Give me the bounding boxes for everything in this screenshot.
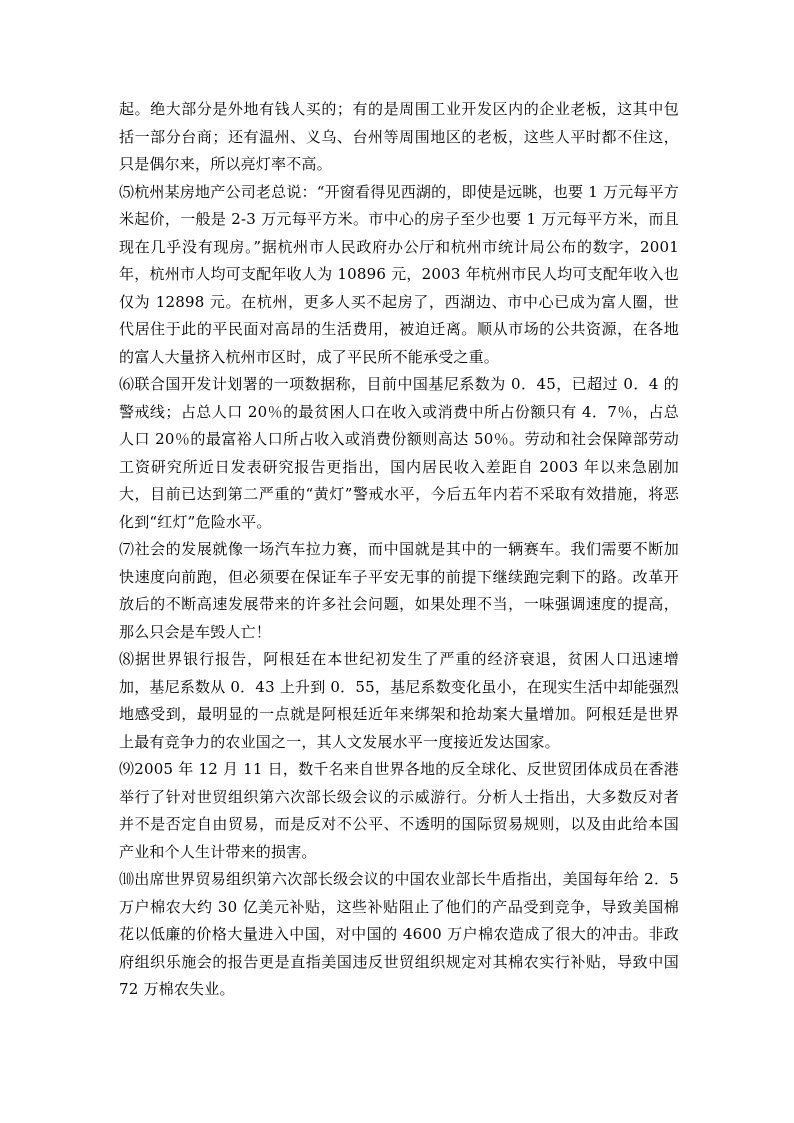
paragraph-5: ⑸杭州某房地产公司老总说：“开窗看得见西湖的，即使是远眺，也要 1 万元每平方米起价，一般是 2-3 万元每平方米。市中心的房子至少也要 1 万元每平方米，而且现在几乎没有现房。”据杭州市人民政府办公厅和杭州市统计局公布的数字，2001 年，杭州市人均可支配年收人为 10896 元，2003 年杭州市民人均可支配年收入也仅为 12898 元。在杭州，更多人买不起房了，西湖边、市中心已成为富人圈，世代居住于此的平民面对高昂的生活费用，被迫迁离。顺从市场的公共资源，在各地的富人大量挤入杭州市区时，成了平民所不能承受之重。 [119, 182, 679, 366]
paragraph-10: ⑽出席世界贸易组织第六次部长级会议的中国农业部长牛盾指出，美国每年给 2．5 万户棉农大约 30 亿美元补贴，这些补贴阻止了他们的产品受到竞争，导致美国棉花以低廉的价格大量进入中国，对中国的 4600 万户棉农造成了很大的冲击。非政府组织乐施会的报告更是直指美国违反世贸组织规定对其棉农实行补贴，导致中国 72 万棉农失业。 [119, 870, 679, 998]
paragraph-continuation: 起。绝大部分是外地有钱人买的；有的是周围工业开发区内的企业老板，这其中包括一部分台商；还有温州、义乌、台州等周围地区的老板，这些人平时都不住这，只是偶尔来，所以亮灯率不高。 [119, 100, 679, 173]
paragraph-7: ⑺社会的发展就像一场汽车拉力赛，而中国就是其中的一辆赛车。我们需要不断加快速度向前跑，但必须要在保证车子平安无事的前提下继续跑完剩下的路。改革开放后的不断高速发展带来的许多社会问题，如果处理不当，一味强调速度的提高，那么只会是车毁人亡！ [119, 540, 679, 641]
paragraph-9: ⑼2005 年 12 月 11 日，数千名来自世界各地的反全球化、反世贸团体成员在香港举行了针对世贸组织第六次部长级会议的示威游行。分析人士指出，大多数反对者并不是否定自由贸易，而是反对不公平、不透明的国际贸易规则，以及由此给本国产业和个人生计带来的损害。 [119, 760, 679, 861]
paragraph-8: ⑻据世界银行报告，阿根廷在本世纪初发生了严重的经济衰退，贫困人口迅速增加，基尼系数从 0．43 上升到 0．55，基尼系数变化虽小，在现实生活中却能强烈地感受到，最明显的一点就是阿根廷近年来绑架和抢劫案大量增加。阿根廷是世界上最有竞争力的农业国之一，其人文发展水平一度接近发达国家。 [119, 650, 679, 751]
paragraph-6: ⑹联合国开发计划署的一项数据称，目前中国基尼系数为 0．45，已超过 0．4 的警戒线；占总人口 20％的最贫困人口在收入或消费中所占份额只有 4．7％，占总人口 20％的最富裕人口所占收入或消费份额则高达 50％。劳动和社会保障部劳动工资研究所近日发表研究报告更指出，国内居民收入差距自 2003 年以来急剧加大，目前已达到第二严重的“黄灯”警戒水平，今后五年内若不采取有效措施，将恶化到“红灯”危险水平。 [119, 375, 679, 531]
document-page [119, 96, 679, 1004]
